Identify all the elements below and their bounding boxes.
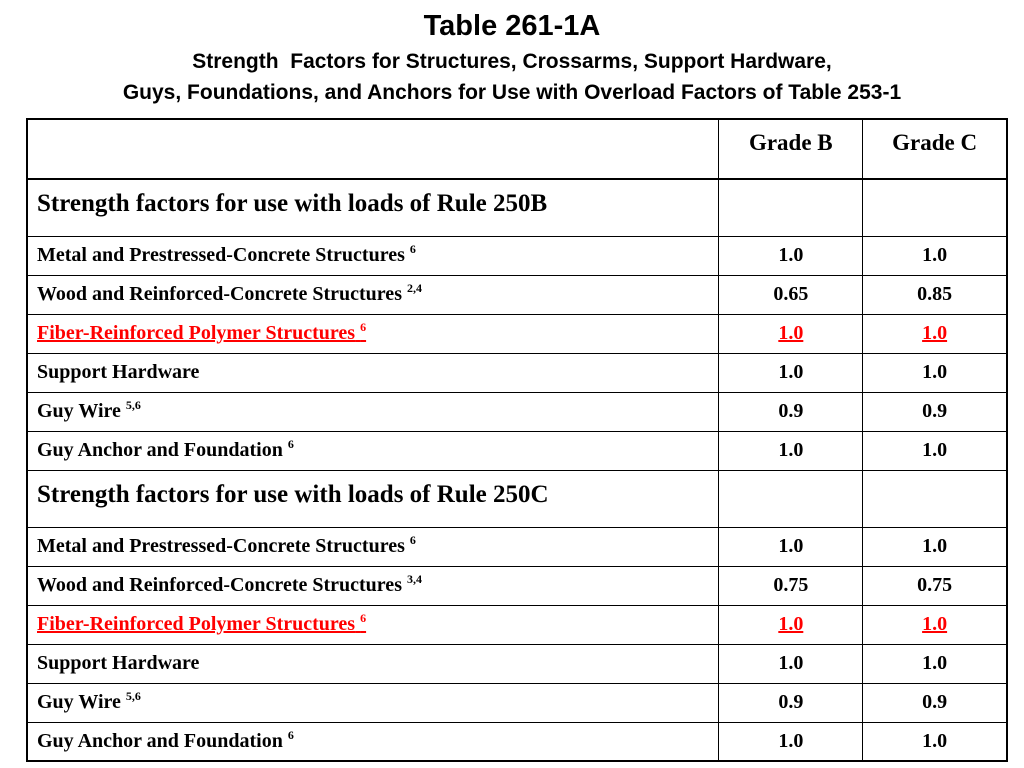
- grade-b-value-cell: [719, 605, 863, 644]
- header-grade-b: Grade B: [719, 119, 863, 179]
- row-label: [37, 727, 294, 752]
- row-label-text: Guy Anchor and Foundation: [37, 729, 283, 752]
- table-title: Table 261-1A: [423, 10, 601, 42]
- section-empty-grade-b: [719, 470, 863, 527]
- row-label-text: Fiber-Reinforced Polymer Structures: [37, 613, 356, 635]
- row-label: [37, 322, 366, 344]
- row-label-cell: [27, 683, 719, 722]
- grade-b-value-cell: [719, 527, 863, 566]
- table-row: [27, 566, 1007, 605]
- grade-c-value-cell: [863, 392, 1007, 431]
- table-row: [27, 605, 1007, 644]
- footnote-reference: 3,4: [406, 572, 422, 586]
- section-empty-grade-c: [863, 179, 1007, 236]
- row-label: [37, 691, 141, 713]
- footnote-reference: 6: [409, 242, 416, 256]
- table-row: [27, 644, 1007, 683]
- grade-b-value: 1.0: [778, 244, 804, 266]
- grade-c-value: 1.0: [922, 613, 948, 635]
- table-body: [27, 179, 1007, 761]
- grade-c-value-cell: [863, 722, 1007, 761]
- row-label-cell: [27, 314, 719, 353]
- grade-b-value-cell: [719, 566, 863, 605]
- grade-b-value: 1.0: [778, 652, 804, 674]
- row-label: [37, 361, 199, 383]
- grade-c-value-cell: [863, 353, 1007, 392]
- header-grade-c: Grade C: [863, 119, 1007, 179]
- row-label-text: Guy Wire: [37, 691, 121, 713]
- grade-c-value: 1.0: [922, 535, 948, 557]
- grade-b-value: 0.9: [778, 691, 804, 713]
- table-subtitle-line-2: Guys, Foundations, and Anchors for Use with Overload Factors of Table 253-1: [122, 81, 902, 104]
- row-label: [37, 613, 366, 635]
- row-label-cell: [27, 566, 719, 605]
- row-label-text: Guy Anchor and Foundation: [37, 439, 283, 461]
- footnote-reference: 5,6: [125, 689, 141, 703]
- grade-c-value-cell: [863, 527, 1007, 566]
- row-label-cell: [27, 236, 719, 275]
- grade-b-value-cell: [719, 722, 863, 761]
- grade-b-value: 1.0: [778, 361, 804, 383]
- grade-c-value-cell: [863, 275, 1007, 314]
- grade-c-value-cell: [863, 683, 1007, 722]
- row-label: [37, 283, 422, 305]
- grade-c-value: 1.0: [922, 322, 948, 344]
- footnote-reference: 6: [287, 727, 294, 742]
- grade-b-value: 1.0: [778, 322, 804, 344]
- table-row: [27, 722, 1007, 761]
- grade-c-value: 1.0: [922, 729, 948, 752]
- grade-c-value-cell: [863, 566, 1007, 605]
- row-label-cell: [27, 392, 719, 431]
- grade-c-value: 1.0: [922, 439, 948, 461]
- grade-b-value-cell: [719, 236, 863, 275]
- grade-b-value-cell: [719, 314, 863, 353]
- table-row: [27, 527, 1007, 566]
- strength-factors-table: [26, 118, 1008, 762]
- footnote-reference: 6: [360, 320, 367, 334]
- grade-c-value: 1.0: [922, 361, 948, 383]
- row-label-text: Metal and Prestressed-Concrete Structures: [37, 244, 405, 266]
- table-row: [27, 392, 1007, 431]
- row-label: [37, 652, 199, 674]
- row-label-cell: [27, 353, 719, 392]
- table-row: [27, 683, 1007, 722]
- section-empty-grade-c: [863, 470, 1007, 527]
- grade-b-value: 1.0: [778, 535, 804, 557]
- footnote-reference: 6: [287, 437, 294, 451]
- row-label-cell: [27, 722, 719, 761]
- grade-b-value: 0.65: [773, 283, 809, 305]
- row-label-text: Wood and Reinforced-Concrete Structures: [37, 283, 402, 305]
- grade-c-value-cell: [863, 644, 1007, 683]
- grade-c-value: 1.0: [922, 652, 948, 674]
- grade-c-value-cell: [863, 314, 1007, 353]
- grade-b-value: 0.9: [778, 400, 804, 422]
- row-label-text: Guy Wire: [37, 400, 121, 422]
- grade-c-value: 1.0: [922, 244, 948, 266]
- grade-b-value-cell: [719, 392, 863, 431]
- row-label-cell: [27, 275, 719, 314]
- row-label-text: Wood and Reinforced-Concrete Structures: [37, 574, 402, 596]
- grade-c-value-cell: [863, 605, 1007, 644]
- table-row: [27, 236, 1007, 275]
- header-row: [27, 119, 1007, 179]
- table-row: [27, 353, 1007, 392]
- row-label-cell: [27, 431, 719, 470]
- grade-c-value-cell: [863, 236, 1007, 275]
- grade-b-value-cell: [719, 431, 863, 470]
- grade-b-value: 1.0: [778, 613, 804, 635]
- grade-b-value: 0.75: [773, 574, 809, 596]
- grade-b-value-cell: [719, 683, 863, 722]
- grade-b-value: 1.0: [778, 439, 804, 461]
- section-empty-grade-b: [719, 179, 863, 236]
- table-row: [27, 314, 1007, 353]
- row-label: [37, 574, 422, 596]
- title-block: [0, 0, 1024, 108]
- row-label-text: Metal and Prestressed-Concrete Structures: [37, 535, 405, 557]
- row-label-cell: [27, 605, 719, 644]
- section-heading-row: [27, 179, 1007, 236]
- table-row: [27, 431, 1007, 470]
- row-label-text: Fiber-Reinforced Polymer Structures: [37, 322, 356, 344]
- row-label-cell: [27, 644, 719, 683]
- footnote-reference: 2,4: [406, 281, 422, 295]
- grade-c-value: 0.9: [922, 400, 948, 422]
- grade-c-value: 0.9: [922, 691, 948, 713]
- section-heading: Strength factors for use with loads of Rule 250B: [27, 179, 719, 236]
- footnote-reference: 6: [360, 611, 367, 625]
- table-subtitle-line-1: Strength Factors for Structures, Crossarms, Support Hardware,: [192, 50, 832, 73]
- header-blank-cell: [27, 119, 719, 179]
- row-label-text: Support Hardware: [37, 652, 200, 674]
- grade-c-value: 0.85: [917, 283, 953, 305]
- section-heading: Strength factors for use with loads of Rule 250C: [27, 470, 719, 527]
- grade-b-value: 1.0: [778, 729, 804, 752]
- grade-c-value: 0.75: [917, 574, 953, 596]
- row-label-text: Support Hardware: [37, 361, 200, 383]
- row-label: [37, 400, 141, 422]
- row-label-cell: [27, 527, 719, 566]
- row-label: [37, 244, 416, 266]
- table-row: [27, 275, 1007, 314]
- row-label: [37, 439, 294, 461]
- grade-b-value-cell: [719, 644, 863, 683]
- footnote-reference: 6: [409, 533, 416, 547]
- grade-b-value-cell: [719, 275, 863, 314]
- row-label: [37, 535, 416, 557]
- grade-c-value-cell: [863, 431, 1007, 470]
- grade-b-value-cell: [719, 353, 863, 392]
- section-heading-row: [27, 470, 1007, 527]
- footnote-reference: 5,6: [125, 398, 141, 412]
